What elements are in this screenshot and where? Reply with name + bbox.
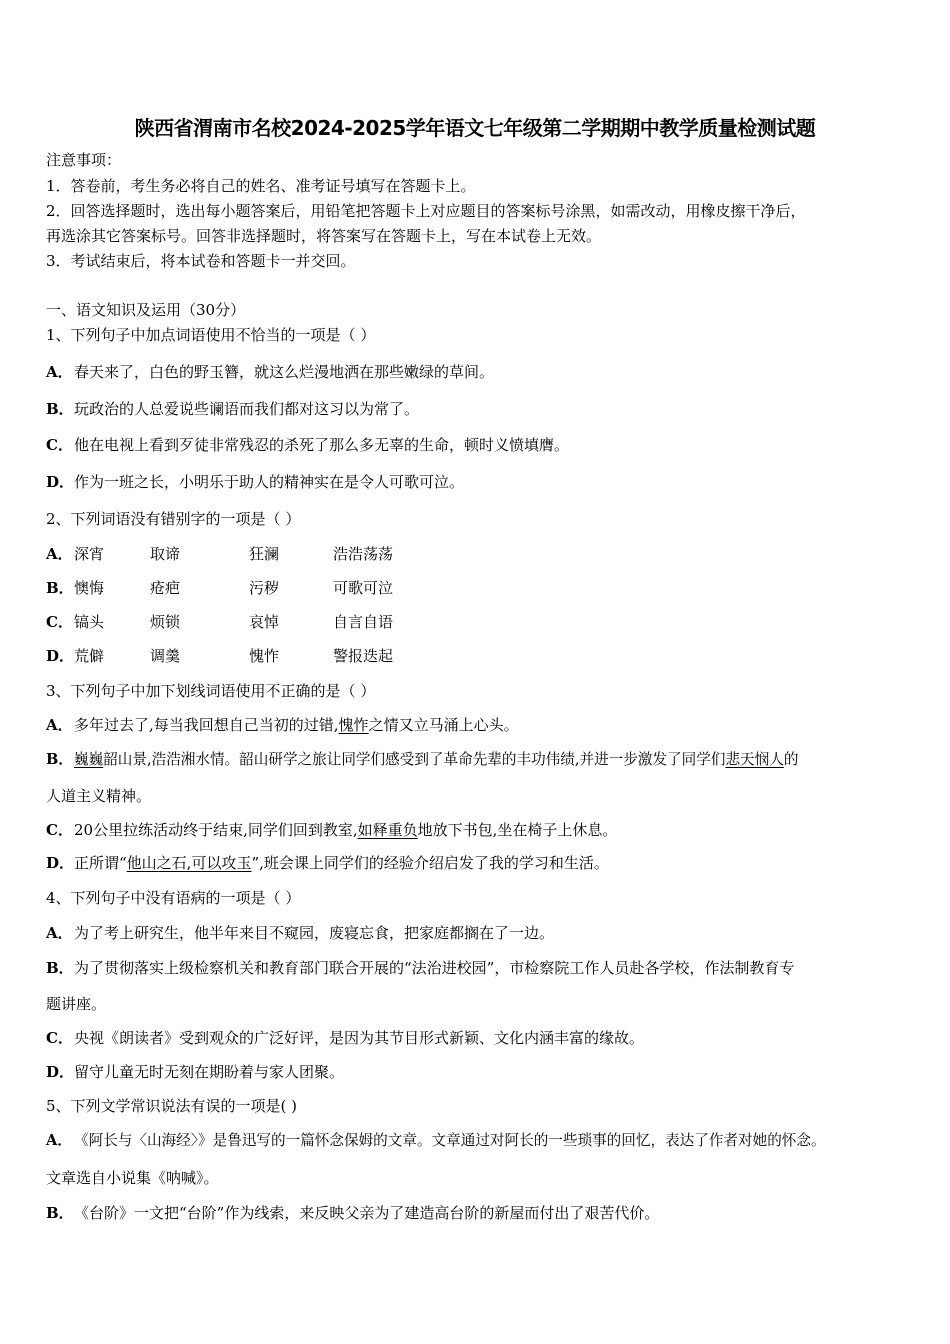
question-3-stem: 3、下列句子中加下划线词语使用不正确的是（ ） — [46, 682, 376, 700]
q5-option-b: B．《台阶》一文把“台阶”作为线索，来反映父亲为了建造高台阶的新屋而付出了艰苦代价。 — [46, 1204, 660, 1222]
question-5-stem: 5、下列文学常识说法有误的一项是( ) — [46, 1097, 298, 1115]
question-4-stem: 4、下列句子中没有语病的一项是（ ） — [46, 889, 301, 907]
q1-option-a: A．春天来了，白色的野玉簪，就这么烂漫地洒在那些嫩绿的草间。 — [46, 363, 495, 381]
notice-item: 1．答卷前，考生务必将自己的姓名、准考证号填写在答题卡上。 — [46, 177, 476, 195]
q2-word: 取谛 — [150, 545, 181, 563]
q1-option-b: B．玩政治的人总爱说些谰语而我们都对这习以为常了。 — [46, 400, 420, 418]
q3-option-b: B．巍巍韶山景,浩浩湘水情。韶山研学之旅让同学们感受到了革命先辈的丰功伟绩,并进一步激发了同学们悲天悯人的 — [46, 751, 799, 768]
q2-word: 调羹 — [150, 647, 181, 665]
q2-option-c: C．镐头 — [46, 613, 105, 631]
notice-item: 再选涂其它答案标号。回答非选择题时，将答案写在答题卡上，写在本试卷上无效。 — [46, 227, 602, 245]
notice-heading: 注意事项： — [46, 151, 122, 169]
q4-option-b-continued: 题讲座。 — [46, 995, 107, 1013]
q2-option-a: A．深宵 — [46, 545, 105, 563]
q2-word: 可歌可泣 — [333, 579, 394, 597]
q3-option-a: A．多年过去了,每当我回想自己当初的过错,愧怍之情又立马涌上心头。 — [46, 716, 519, 734]
q3-option-b-continued: 人道主义精神。 — [46, 787, 152, 805]
question-2-stem: 2、下列词语没有错别字的一项是（ ） — [46, 510, 301, 528]
q2-word: 狂澜 — [249, 545, 280, 563]
q2-option-d: D．荒僻 — [46, 647, 105, 665]
q4-option-c: C．央视《朗读者》受到观众的广泛好评，是因为其节目形式新颖、文化内涵丰富的缘故。 — [46, 1029, 645, 1047]
q2-word: 警报迭起 — [333, 647, 394, 665]
q2-word: 哀悼 — [249, 613, 280, 631]
q2-option-b: B．懊悔 — [46, 579, 105, 597]
q2-word: 疮疤 — [150, 579, 181, 597]
q3-option-c: C．20公里拉练活动终于结束,同学们回到教室,如释重负地放下书包,坐在椅子上休息。 — [46, 821, 618, 839]
q5-option-a: A． 《阿长与〈山海经〉》是鲁迅写的一篇怀念保姆的文章。文章通过对阿长的一些琐事的回忆，表达了作者对她的怀念。 — [46, 1132, 826, 1149]
notice-item: 3．考试结束后，将本试卷和答题卡一并交回。 — [46, 252, 356, 270]
q2-word: 愧怍 — [249, 647, 280, 665]
q1-option-d: D．作为一班之长，小明乐于助人的精神实在是令人可歌可泣。 — [46, 473, 465, 491]
q5-option-a-continued: 文章选自小说集《呐喊》。 — [46, 1169, 219, 1187]
q4-option-d: D．留守儿童无时无刻在期盼着与家人团聚。 — [46, 1063, 345, 1081]
q4-option-b: B．为了贯彻落实上级检察机关和教育部门联合开展的“法治进校园”，市检察院工作人员赴各学校，作法制教育专 — [46, 959, 795, 977]
q2-word: 污秽 — [249, 579, 280, 597]
q2-word: 浩浩荡荡 — [333, 545, 394, 563]
q2-word: 烦锁 — [150, 613, 181, 631]
q4-option-a: A．为了考上研究生，他半年来目不窥园，废寝忘食，把家庭都搁在了一边。 — [46, 924, 555, 942]
q1-option-c: C．他在电视上看到歹徒非常残忍的杀死了那么多无辜的生命，顿时义愤填膺。 — [46, 436, 570, 454]
notice-item: 2．回答选择题时，选出每小题答案后，用铅笔把答题卡上对应题目的答案标号涂黑，如需改动，用橡皮擦干净后， — [46, 202, 806, 220]
q2-word: 自言自语 — [333, 613, 394, 631]
page-title: 陕西省渭南市名校2024-2025学年语文七年级第二学期期中教学质量检测试题 — [134, 116, 816, 140]
section-heading: 一、语文知识及运用（30分） — [46, 301, 246, 319]
q3-option-d: D．正所谓“他山之石,可以攻玉”,班会课上同学们的经验介绍启发了我的学习和生活。 — [46, 854, 609, 872]
question-1-stem: 1、下列句子中加点词语使用不恰当的一项是（ ） — [46, 326, 376, 344]
